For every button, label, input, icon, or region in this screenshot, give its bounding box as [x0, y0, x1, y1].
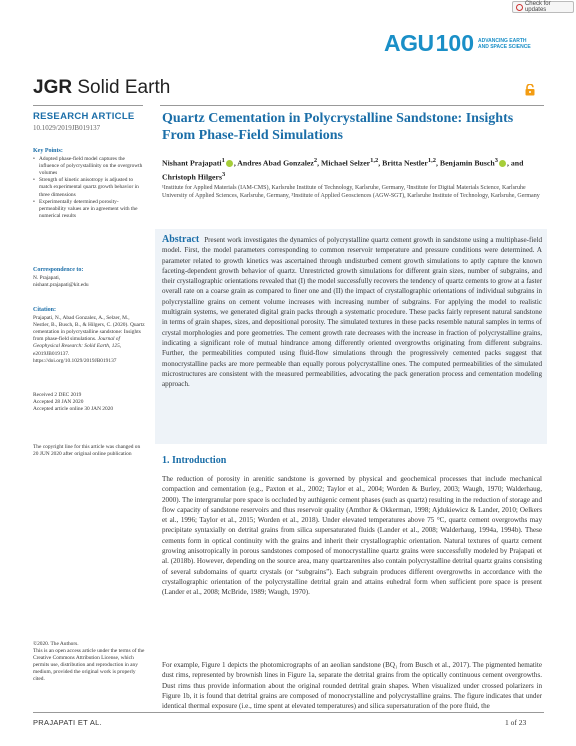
article-type: RESEARCH ARTICLE: [33, 111, 135, 122]
citation-journal: Journal of Geophysical Research: Solid Earth, 125,: [33, 336, 122, 350]
affiliations: ¹Institute for Applied Materials (IAM-CMS), Karlsruhe Institute of Technology, Karlsruhe, Germany, ²Institute for Digital Materials Science, Karlsruhe University of Applied Sciences, Karlsruhe, Germany, ³Institute of Applied Geosciences (AGW-SGT), Karlsruhe Institute of Technology, Karlsruhe, Germany: [162, 185, 540, 199]
author-affiliation-mark: 1: [221, 157, 225, 164]
check-for-updates-label: Check for updates: [524, 1, 551, 13]
introduction-paragraph-1: The reduction of porosity in arenitic sandstone is governed by physical and geochemical processes that include mechanical compaction and cementation (e.g., Paxton et al., 2002; Taylor et al., 2004; Worden & Burley, 2003; Waugh, 1970; Walderhaug, 2000). The intergranular pore space is occluded by authigenic cement phases (such as quartz) resulting in the reduction of storage and flow capacity of sandstone reservoirs and thus reservoir quality (Amthor & Okkerman, 1998; Ajdukiewicz & Lander, 2010; Oelkers et al., 1996; Taylor et al., 2015; Worden et al., 2018). Under elevated temperatures above 75 °C, quartz cement overgrowths may precipitate syntaxially on detrital grains from silica supersaturated fluids (Lander et al., 2008; Walderhaug, 1994a, 1994b). These cements form in optical continuity with the grains and inherit their crystallographic orientation. Natural textures of quartz cement growing anisotropically in porous sandstones composed of monocrystalline quartz grains were successfully modeled by Prajapati et al. (2018b). However, depending on the source area, many quartzarenites also contain polycrystalline detrital quartz grains consisting of several subdomains of quartz crystals (or “subgrains”). Each subgrain produces different overgrowths in accordance with the crystallographic orientation of the polycrystalline detrital grain and attains euhedral form when sufficient pore space is present (Lander et al., 2008; McBride, 1989; Waugh, 1970).: [162, 475, 542, 597]
citation-text: Prajapati, N., Abad Gonzalez, A., Selzer, M., Nestler, B., Busch, B., & Hilgers, C. (2020). Quartz cementation in polycrystalline sandstone: Insights from phase-field simulations.: [33, 315, 145, 343]
author-name: Michael Selzer: [320, 158, 371, 168]
introduction-heading: 1. Introduction: [162, 455, 227, 466]
crossmark-icon: [516, 4, 523, 11]
author-name: Britta Nestler: [382, 158, 428, 168]
author-affiliation-mark: 1,2: [370, 157, 379, 164]
license-copyright: ©2020. The Authors.: [33, 641, 79, 647]
citation-doi[interactable]: e2019JB019137. https://doi.org/10.1029/2019JB019137: [33, 350, 117, 364]
introduction-paragraph-2: For example, Figure 1 depicts the photomicrographs of an aeolian sandstone (BQ₁ from Busch et al., 2017). The pigmented hematite dust rims, represented by brownish lines in Figure 1a, separate the detrital grains from the optically continuous cement overgrowths. Dust rims thus provide information about the original rounded detrital grain shapes. When visualized under crossed polarizers in Figure 1b, it is found that detrital grains are composed of monocrystalline and polycrystalline grains. The figure indicates that under identical thermal exposure (i.e., time spent at elevated temperatures) and silica supersaturation of the pore fluid, the: [162, 661, 542, 711]
header-divider-left: [33, 105, 143, 106]
received-date: Received 2 DEC 2019: [33, 392, 82, 398]
author-name: Benjamin Busch: [439, 158, 495, 168]
copyright-note: The copyright line for this article was changed on 20 JUN 2020 after original online publication: [33, 444, 141, 458]
header-divider-right: [160, 105, 544, 106]
author-affiliation-mark: 3: [494, 157, 498, 164]
journal-name: [33, 77, 170, 99]
accepted-date: Accepted 28 JAN 2020: [33, 399, 84, 406]
correspondence-name: N. Prajapati,: [33, 275, 61, 282]
correspondence-heading: Correspondence to:: [33, 267, 84, 273]
key-point: • Experimentally determined porosity-permeability values are in agreement with the numerical results: [33, 199, 145, 220]
abstract-heading: Abstract: [162, 234, 200, 245]
agu-logo-number: 100: [435, 30, 474, 56]
agu-logo-text: AGU: [384, 30, 434, 56]
key-point: • Adopted phase-field model captures the influence of polycrystallinity on the overgrowth volumes: [33, 156, 145, 177]
author-name: Christoph Hilgers: [162, 172, 222, 182]
orcid-icon[interactable]: [226, 160, 233, 167]
license-text: This is an open access article under the terms of the Creative Commons Attribution License, which permits use, distribution and reproduction in any medium, provided the original work is properly cited.: [33, 648, 145, 683]
author-affiliation-mark: 2: [313, 157, 318, 164]
key-point: • Strength of kinetic anisotropy is adjusted to match experimental quartz growth behavior in three dimensions: [33, 177, 145, 198]
author-list: Nishant Prajapati$^1$ , Andres Abad Gonzalez$^2$, Michael Selzer$^{1,2}$, Britta Nestler$^{1,2}$, Benjamin Busch$^3$ , and Christoph Hilgers$^3$: [162, 157, 524, 182]
footer-authors: PRAJAPATI ET AL.: [33, 718, 102, 727]
journal-prefix: JGR: [33, 77, 73, 98]
key-points-heading: Key Points:: [33, 148, 63, 154]
author-affiliation-mark: 3: [222, 171, 226, 179]
article-title: Quartz Cementation in Polycrystalline Sandstone: Insights From Phase-Field Simulations: [162, 111, 514, 143]
article-doi[interactable]: 10.1029/2019JB019137: [33, 124, 101, 132]
check-for-updates-button[interactable]: [512, 1, 574, 13]
orcid-icon[interactable]: [499, 160, 506, 167]
page-number: 1 of 23: [505, 718, 527, 727]
key-points: [33, 148, 145, 220]
author-name: Nishant Prajapati: [162, 158, 222, 168]
abstract: [162, 234, 542, 389]
agu-logo-tagline: ADVANCING EARTH AND SPACE SCIENCE: [478, 37, 531, 50]
abstract-text: Present work investigates the dynamics of polycrystalline quartz cement growth in sandstone using a multiphase-field model. First, the model parameters corresponding to common reservoir temperature and pressure conditions were determined. A parameter related to growth kinetics was ascertained through undisturbed cement growth simulations to aptly capture the known faceting-dependent growth behavior of quartz. Unrestricted growth simulations for different grain sizes, number of subgrains, and their crystallographic orientations revealed that (I) the model successfully recovers the tendency of quartz cements to grow at a faster overall rate on a coarse grain as compared to finer one and (II) the impact of crystallographic orientations of individual subgrains in polycrystalline grains on cement volume increases with increasing number of subgrains. For applying the model to realistic multigrain systems, we generated digital grain packs through a systematic procedure. These packs fairly represent natural sandstone in terms of grain shapes, sizes, and depositional porosity. The simulated textures in these packs resemble natural samples in terms of crystal morphologies and pore geometries. The cement growth rate decreases with the increase in fraction of polycrystalline grains, indicating a significant role of mutual hindrance among differently oriented overgrowths originating from different subgrains. Further, the permeabilities computed using fluid-flow simulations through the progressively cemented packs suggest that monocrystalline packs are more permeable than equally porous polycrystalline ones. The computed permeabilities of the simulated microstructures are consistent with the measured permeabilities, advocating the pack generation process and cementation modeling approach.: [162, 236, 542, 389]
correspondence-email[interactable]: nishant.prajapati@kit.edu: [33, 282, 89, 289]
article-dates: [33, 392, 145, 413]
license: [33, 641, 145, 684]
author-name: Andres Abad Gonzalez: [237, 158, 314, 168]
citation: [33, 307, 145, 365]
agu100-logo: [384, 30, 534, 57]
citation-heading: Citation:: [33, 307, 56, 313]
accepted-online-date: Accepted article online 30 JAN 2020: [33, 406, 114, 413]
footer-divider: [33, 712, 544, 713]
journal-title: Solid Earth: [77, 77, 171, 98]
correspondence: [33, 267, 145, 289]
open-access-lock-icon: [524, 84, 536, 96]
author-affiliation-mark: 1,2: [427, 157, 436, 164]
